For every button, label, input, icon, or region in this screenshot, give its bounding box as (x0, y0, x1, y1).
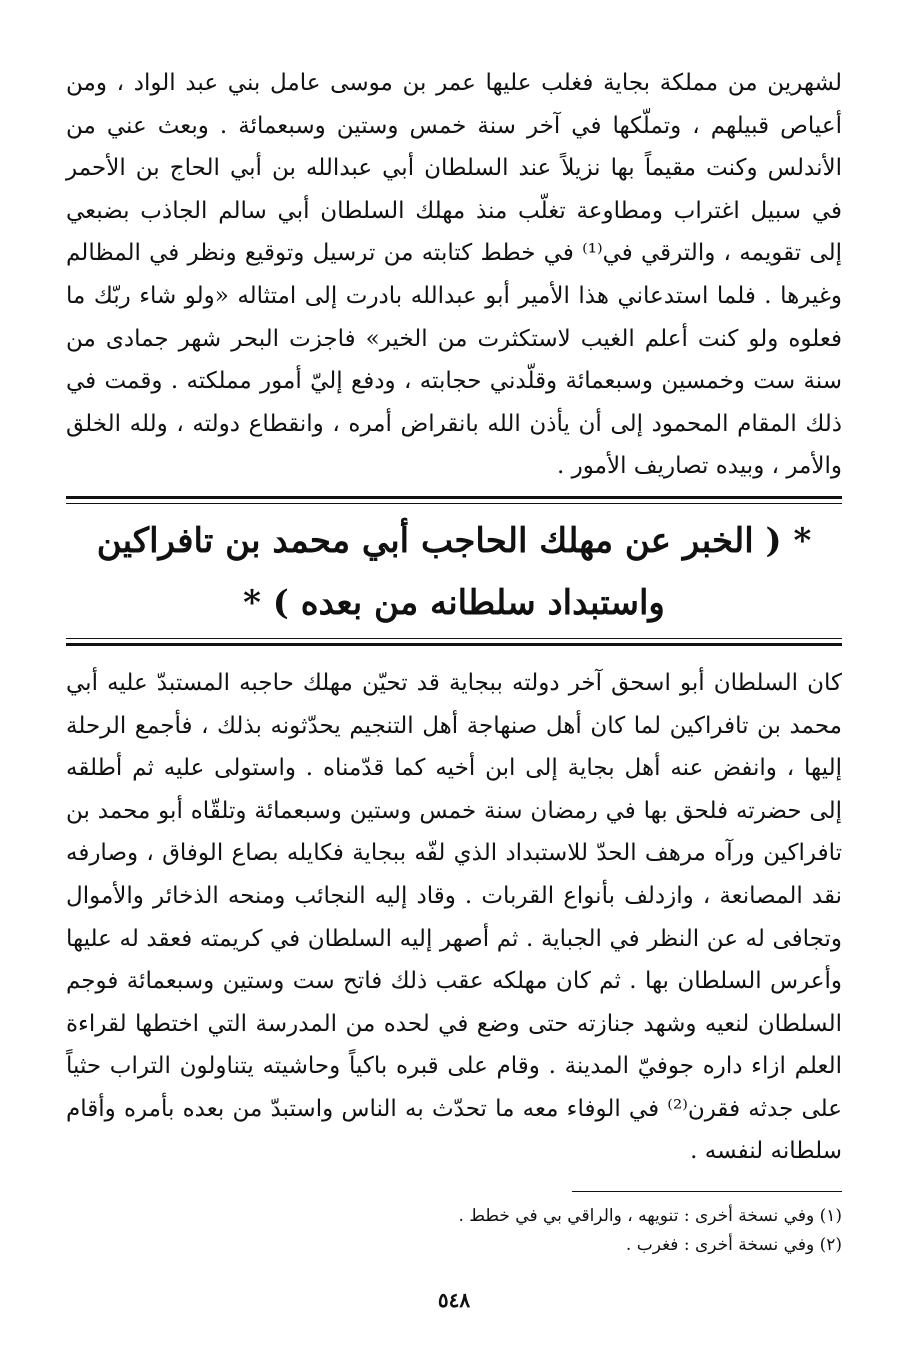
paragraph-2: كان السلطان أبو اسحق آخر دولته ببجاية قد تحيّن مهلك حاجبه المستبدّ عليه أبي محمد بن تافراكين لما كان أهل صنهاجة أهل التنجيم يحدّثونه بذلك ، فأجمع الرحلة إليها ، وانفض عنه أهل بجاية إلى ابن أخيه كما قدّمناه . واستولى عليه ثم أطلقه إلى حضرته فلحق بها في رمضان سنة خمس وستين وسبعمائة وتلقّاه أبو محمد بن تافراكين ورآه مرهف الحدّ للاستبداد الذي لفّه ببجاية فكايله بصاع الوفاق ، وصارفه نقد المصانعة ، وازدلف بأنواع القربات . وقاد إليه النجائب ومنحه الذخائر والأموال وتجافى له عن النظر في الجباية . ثم أصهر إليه السلطان في كريمته فعقد له عليها وأعرس السلطان بها . ثم كان مهلكه عقب ذلك فاتح ست وستين وسبعمائة فوجم السلطان لنعيه وشهد جنازته حتى وضع في لحده من المدرسة التي اختطها لقراءة العلم ازاء داره جوفيّ المدينة . وقام على قبره باكياً وحاشيته يتناولون التراب حثياً على جدثه فقرن⁽²⁾ في الوفاء معه ما تحدّث به الناس واستبدّ من بعده بأمره وأقام سلطانه لنفسه . (66, 669, 843, 1165)
footnote-1: (١) وفي نسخة أخرى : تنويهه ، والراقي بي في خطط . (458, 1206, 842, 1227)
page-number: ٥٤٨ (437, 1288, 471, 1313)
footnotes (66, 1202, 842, 1260)
footnote-separator (572, 1191, 842, 1192)
double-rule-bottom (66, 638, 842, 646)
footnote-2: (٢) وفي نسخة أخرى : فغرب . (625, 1235, 842, 1256)
heading-line-1: * ( الخبر عن مهلك الحاجب أبي محمد بن تافراكين (96, 520, 812, 561)
double-rule-top (66, 496, 842, 504)
heading-line-2: واستبداد سلطانه من بعده ) * (243, 582, 665, 623)
paragraph-1: لشهرين من مملكة بجاية فغلب عليها عمر بن موسى عامل بني عبد الواد ، ومن أعياص قبيلهم ، وتملّكها في آخر سنة خمس وستين وسبعمائة . وبعث عني من الأندلس وكنت مقيماً بها نزيلاً عند السلطان أبي عبدالله بن أبي الحاج بن الأحمر في سبيل اغتراب ومطاوعة تغلّب منذ مهلك السلطان أبي سالم الجاذب بضبعي إلى تقويمه ، والترقي في⁽¹⁾ في خطط كتابته من ترسيل وتوقيع ونظر في المظالم وغيرها . فلما استدعاني هذا الأمير أبو عبدالله بادرت إلى امتثاله «ولو شاء ربّك ما فعلوه ولو كنت أعلم الغيب لاستكثرت من الخير» فاجزت البحر شهر جمادى من سنة ست وخمسين وسبعمائة وقلّدني حجابته ، ودفع إليّ أمور مملكته . وقمت في ذلك المقام المحمود إلى أن يأذن الله بانقراض أمره ، وانقطاع دولته ، ولله الخلق والأمر ، وبيده تصاريف الأمور . (66, 70, 842, 480)
section-heading (66, 510, 842, 634)
